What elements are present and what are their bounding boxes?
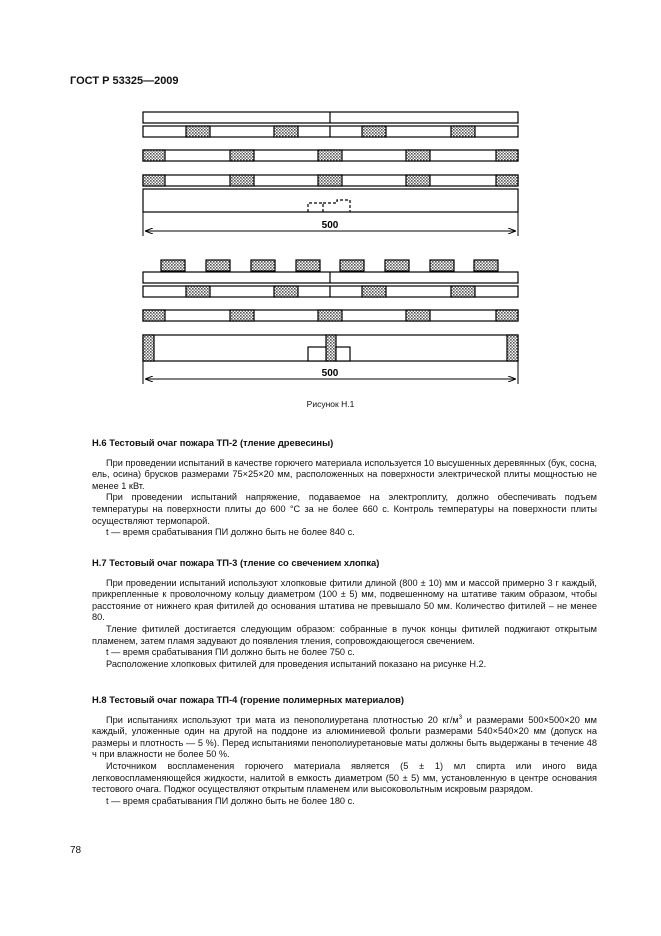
superscript: 3 — [458, 714, 463, 721]
document-header: ГОСТ Р 53325—2009 — [70, 75, 179, 87]
figure-h1 — [0, 0, 661, 400]
paragraph: t — время срабатывания ПИ должно быть не более 840 с. — [106, 527, 355, 538]
paragraph: t — время срабатывания ПИ должно быть не более 180 с. — [106, 795, 355, 806]
paragraph: t — время срабатывания ПИ должно быть не более 750 с. — [106, 647, 355, 658]
page-number: 78 — [70, 845, 82, 856]
section-heading: Н.8 Тестовый очаг пожара ТП-4 (горение полимерных материалов) — [92, 694, 404, 705]
paragraph-part: При испытаниях используют три мата из пенополиуретана плотностью 20 кг/м — [106, 714, 459, 725]
section-h7 — [92, 557, 597, 670]
paragraph: Расположение хлопковых фитилей для проведения испытаний показано на рисунке Н.2. — [106, 658, 487, 669]
paragraph: При проведении испытаний используют хлопковые фитили длиной (800 ± 10) мм и массой примерно 3 г каждый, прикрепленные к проволочному кольцу диаметром (100 ± 5) мм, подвешенному на штативе таким образом, чтобы расстояние от нижнего края фитилей до основания штатива не превышало 50 мм. Количество фитилей – не менее 80. — [92, 577, 597, 623]
dimension-label-top: 500 — [321, 220, 339, 231]
section-heading: Н.7 Тестовый очаг пожара ТП-3 (тление со свечением хлопка) — [92, 557, 380, 568]
paragraph: При проведении испытаний в качестве горючего материала используется 10 высушенных деревянных (бук, сосна, ель, осина) брусков размерами 75×25×20 мм, расположенных на поверхности электрической плиты мощностью не менее 1 кВт. — [92, 457, 597, 491]
section-h6 — [92, 437, 597, 539]
diagram-bottom — [143, 260, 518, 361]
paragraph — [92, 715, 597, 761]
paragraph: При проведении испытаний напряжение, подаваемое на электроплиту, должно обеспечивать подъем температуры на поверхности плиты до 600 °С за не более 660 с. Контроль температуры на поверхности плиты осуществляют термопарой. — [92, 492, 597, 526]
dimension-label-bottom: 500 — [321, 368, 339, 379]
paragraph-part: и размерами 500×500×20 мм каждый, уложенные один на другой на поддоне из алюминиевой фольги размерами 540×540×20 мм (допуск на размеры и плотность — 5 %). Перед испытаниями пенополиуретановые маты должны быть выдержаны в течение 48 ч при влажности не более 50 %. — [92, 714, 597, 760]
paragraph: Источником воспламенения горючего материала является (5 ± 1) мл спирта или иного вида легковоспламеняющейся жидкости, налитой в емкость диаметром (50 ± 5) мм, установленную в центре основания тестового очага. Поджог осуществляют открытым пламенем или высоковольтным искровым разрядом. — [92, 760, 597, 795]
section-h8 — [92, 694, 597, 807]
paragraph: Тление фитилей достигается следующим образом: собранные в пучок концы фитилей поджигают открытым пламенем, затем пламя задувают до появления тления, сопровождающегося свечением. — [92, 623, 597, 646]
figure-caption: Рисунок Н.1 — [306, 399, 355, 409]
diagram-top — [143, 112, 518, 212]
section-heading: Н.6 Тестовый очаг пожара ТП-2 (тление древесины) — [92, 437, 334, 448]
